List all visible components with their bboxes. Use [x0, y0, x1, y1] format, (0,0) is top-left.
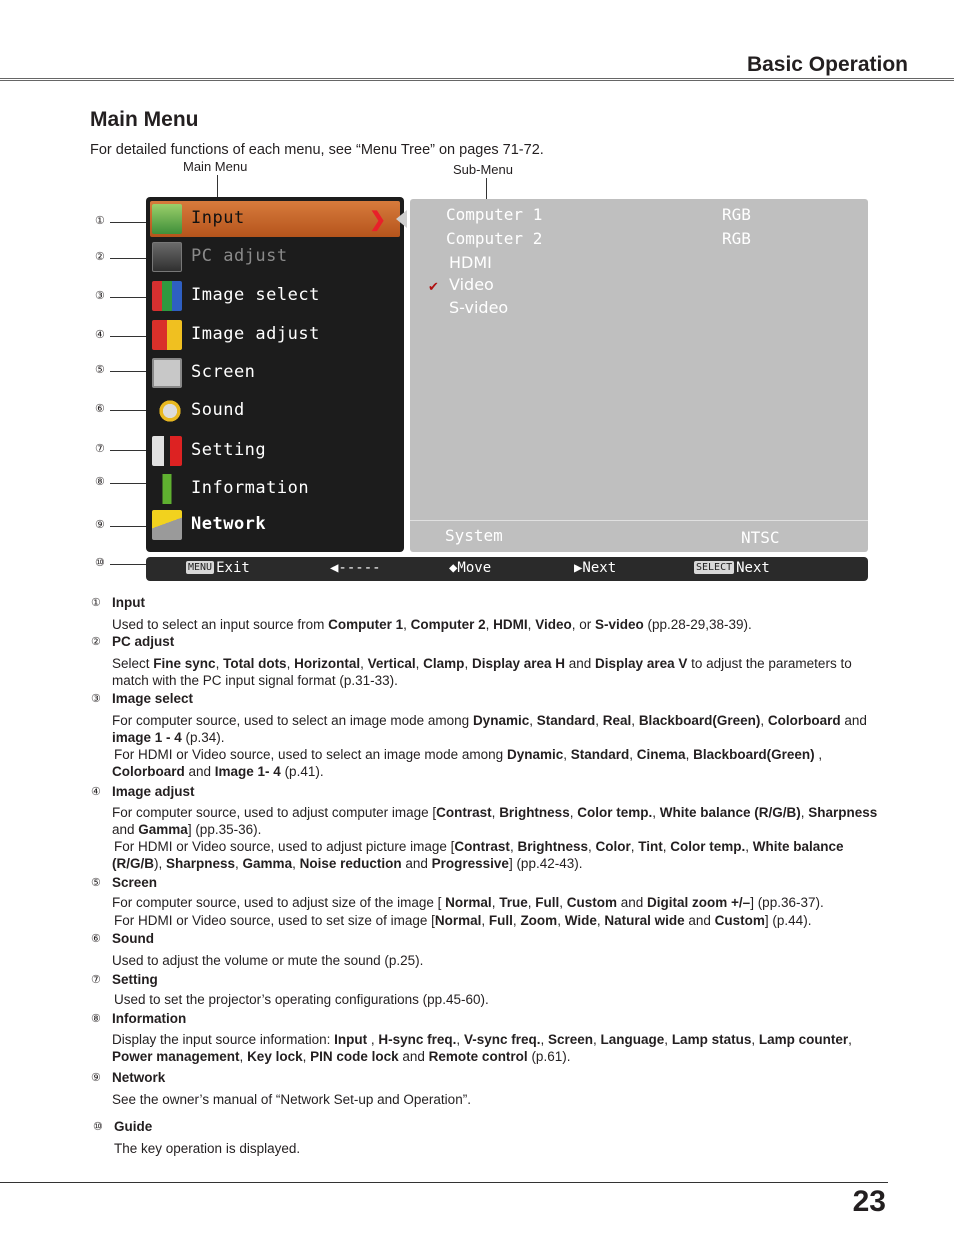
- desc-num-4: ④: [91, 786, 101, 798]
- menu-item-label: Image adjust: [191, 324, 320, 344]
- menu-item-network[interactable]: [150, 507, 400, 543]
- check-icon: ✔: [428, 279, 439, 294]
- desc-text-pc-adjust: Select Fine sync, Total dots, Horizontal, Vertical, Clamp, Display area H and Display area V to adjust the parameters to match with the PC input signal format (p.31-33).: [112, 656, 852, 688]
- menu-item-setting[interactable]: [150, 433, 400, 469]
- desc-head-guide: Guide: [114, 1119, 153, 1134]
- callout-3: ③: [95, 290, 105, 302]
- guide-next: ▶Next: [574, 560, 617, 576]
- section-title: Basic Operation: [746, 53, 908, 76]
- desc-text-guide: The key operation is displayed.: [114, 1141, 301, 1156]
- menu-item-label: Sound: [191, 400, 245, 420]
- monitor-icon: [152, 242, 182, 272]
- submenu-s-video[interactable]: S-video: [449, 298, 509, 317]
- page-number: 23: [852, 1185, 886, 1218]
- select-button-icon: SELECT: [696, 562, 733, 573]
- desc-num-9: ⑨: [91, 1072, 101, 1084]
- submenu-video[interactable]: Video: [449, 275, 494, 294]
- desc-head-screen: Screen: [112, 875, 158, 890]
- callout-6: ⑥: [95, 403, 105, 415]
- sub-menu-caption: Sub-Menu: [453, 162, 513, 177]
- desc-head-image-adjust: Image adjust: [112, 784, 195, 799]
- guide-next2-label: Next: [736, 560, 770, 576]
- callout-8: ⑧: [95, 476, 105, 488]
- submenu-computer-1[interactable]: Computer 1: [446, 205, 543, 224]
- desc-num-7: ⑦: [91, 974, 101, 986]
- menu-item-pc-adjust[interactable]: [150, 239, 400, 275]
- submenu-computer-2-value: RGB: [722, 229, 751, 248]
- input-icon: [152, 204, 182, 234]
- desc-head-input: Input: [112, 595, 145, 610]
- desc-num-1: ①: [91, 597, 101, 609]
- desc-num-8: ⑧: [91, 1013, 101, 1025]
- network-icon: [152, 510, 182, 540]
- submenu-computer-2[interactable]: Computer 2: [446, 229, 543, 248]
- guide-select-next: [694, 560, 770, 576]
- screen-icon: [152, 358, 182, 388]
- menu-item-label: Screen: [191, 362, 256, 382]
- submenu-computer-1-value: RGB: [722, 205, 751, 224]
- menu-item-label: PC adjust: [191, 246, 288, 266]
- page-title: Main Menu: [90, 108, 199, 131]
- menu-item-label: Setting: [191, 440, 267, 460]
- leader-7: [110, 450, 148, 451]
- leader-8: [110, 483, 148, 484]
- leader-4: [110, 336, 148, 337]
- system-divider: [410, 520, 868, 521]
- desc-text-image-adjust-1: For computer source, used to adjust computer image [Contrast, Brightness, Color temp., White balance (R/G/B), Sharpness and Gamma] (pp.35-36).: [112, 805, 878, 837]
- speaker-icon: [152, 396, 182, 426]
- desc-head-setting: Setting: [112, 972, 158, 987]
- main-menu-panel: [146, 197, 404, 552]
- menu-item-sound[interactable]: [150, 393, 400, 429]
- chevron-right-icon: ❯: [369, 209, 386, 231]
- menu-item-information[interactable]: [150, 471, 400, 507]
- leader-9: [110, 526, 148, 527]
- guide-bar: [146, 557, 868, 581]
- desc-num-6: ⑥: [91, 933, 101, 945]
- sub-menu-caption-line: [486, 178, 487, 199]
- desc-text-image-select-1: For computer source, used to select an image mode among Dynamic, Standard, Real, Blackboard(Green), Colorboard and image 1 - 4 (p.34).: [112, 713, 867, 745]
- menu-item-label: Information: [191, 478, 310, 498]
- leader-10: [110, 564, 148, 565]
- sub-menu-panel: [410, 199, 868, 552]
- intro-text: For detailed functions of each menu, see “Menu Tree” on pages 71-72.: [90, 142, 544, 158]
- main-menu-caption: Main Menu: [183, 159, 248, 174]
- submenu-system: System: [445, 526, 503, 545]
- desc-head-pc-adjust: PC adjust: [112, 634, 175, 649]
- desc-text-image-select-2: For HDMI or Video source, used to select an image mode among Dynamic, Standard, Cinema, Blackboard(Green) , Colorboard and Image 1- 4 (p.41).: [112, 747, 823, 779]
- footer-rule: [0, 1182, 888, 1183]
- desc-text-setting: Used to set the projector’s operating configurations (pp.45-60).: [114, 992, 489, 1007]
- callout-2: ②: [95, 251, 105, 263]
- image-adjust-icon: [152, 320, 182, 350]
- desc-num-10: ⑩: [93, 1121, 103, 1133]
- leader-1: [110, 222, 148, 223]
- desc-head-network: Network: [112, 1070, 166, 1085]
- menu-item-screen[interactable]: [150, 355, 400, 391]
- image-select-icon: [152, 281, 182, 311]
- desc-text-image-adjust-2: For HDMI or Video source, used to adjust picture image [Contrast, Brightness, Color, Tint, Color temp., White balance (R/G/B), Sharpness, Gamma, Noise reduction and Progressive] (pp.42-43).: [112, 839, 844, 871]
- leader-5: [110, 371, 148, 372]
- menu-pointer: [396, 210, 407, 228]
- menu-item-label: Input: [191, 208, 245, 228]
- desc-head-sound: Sound: [112, 931, 154, 946]
- callout-1: ①: [95, 215, 105, 227]
- tools-icon: [152, 436, 182, 466]
- desc-num-2: ②: [91, 636, 101, 648]
- desc-text-sound: Used to adjust the volume or mute the sound (p.25).: [112, 953, 424, 968]
- callout-4: ④: [95, 329, 105, 341]
- guide-move: ◆Move: [449, 560, 492, 576]
- desc-text-information: Display the input source information: Input , H-sync freq., V-sync freq., Screen, Language, Lamp status, Lamp counter, Power management, Key lock, PIN code lock and Remote control (p.61).: [112, 1032, 852, 1064]
- header-rule: [0, 78, 954, 81]
- desc-text-input: Used to select an input source from Computer 1, Computer 2, HDMI, Video, or S-video (pp.28-29,38-39).: [112, 617, 752, 632]
- menu-item-label: Image select: [191, 285, 320, 305]
- guide-exit-label: Exit: [216, 560, 250, 576]
- main-menu-caption-line: [217, 175, 218, 197]
- guide-back: ◀-----: [330, 560, 381, 576]
- leader-6: [110, 410, 148, 411]
- info-icon: [152, 474, 182, 504]
- submenu-system-value: NTSC: [741, 528, 780, 547]
- desc-head-image-select: Image select: [112, 691, 194, 706]
- menu-item-input[interactable]: [150, 201, 400, 237]
- callout-5: ⑤: [95, 364, 105, 376]
- leader-3: [110, 297, 148, 298]
- desc-num-3: ③: [91, 693, 101, 705]
- desc-text-network: See the owner’s manual of “Network Set-up and Operation”.: [112, 1092, 471, 1107]
- callout-9: ⑨: [95, 519, 105, 531]
- menu-item-image-select[interactable]: [150, 278, 400, 314]
- menu-item-image-adjust[interactable]: [150, 317, 400, 353]
- callout-10: ⑩: [95, 557, 105, 569]
- desc-text-screen-1: For computer source, used to adjust size of the image [ Normal, True, Full, Custom and Digital zoom +/–] (pp.36-37).: [112, 895, 824, 910]
- desc-text-screen-2: For HDMI or Video source, used to set size of image [Normal, Full, Zoom, Wide, Natural wide and Custom] (p.44).: [114, 913, 812, 928]
- desc-head-information: Information: [112, 1011, 187, 1026]
- menu-button-icon: MENU: [188, 562, 213, 573]
- callout-7: ⑦: [95, 443, 105, 455]
- guide-exit: [186, 560, 250, 576]
- menu-item-label: Network: [191, 514, 267, 534]
- submenu-hdmi[interactable]: HDMI: [449, 253, 492, 272]
- desc-num-5: ⑤: [91, 877, 101, 889]
- leader-2: [110, 258, 148, 259]
